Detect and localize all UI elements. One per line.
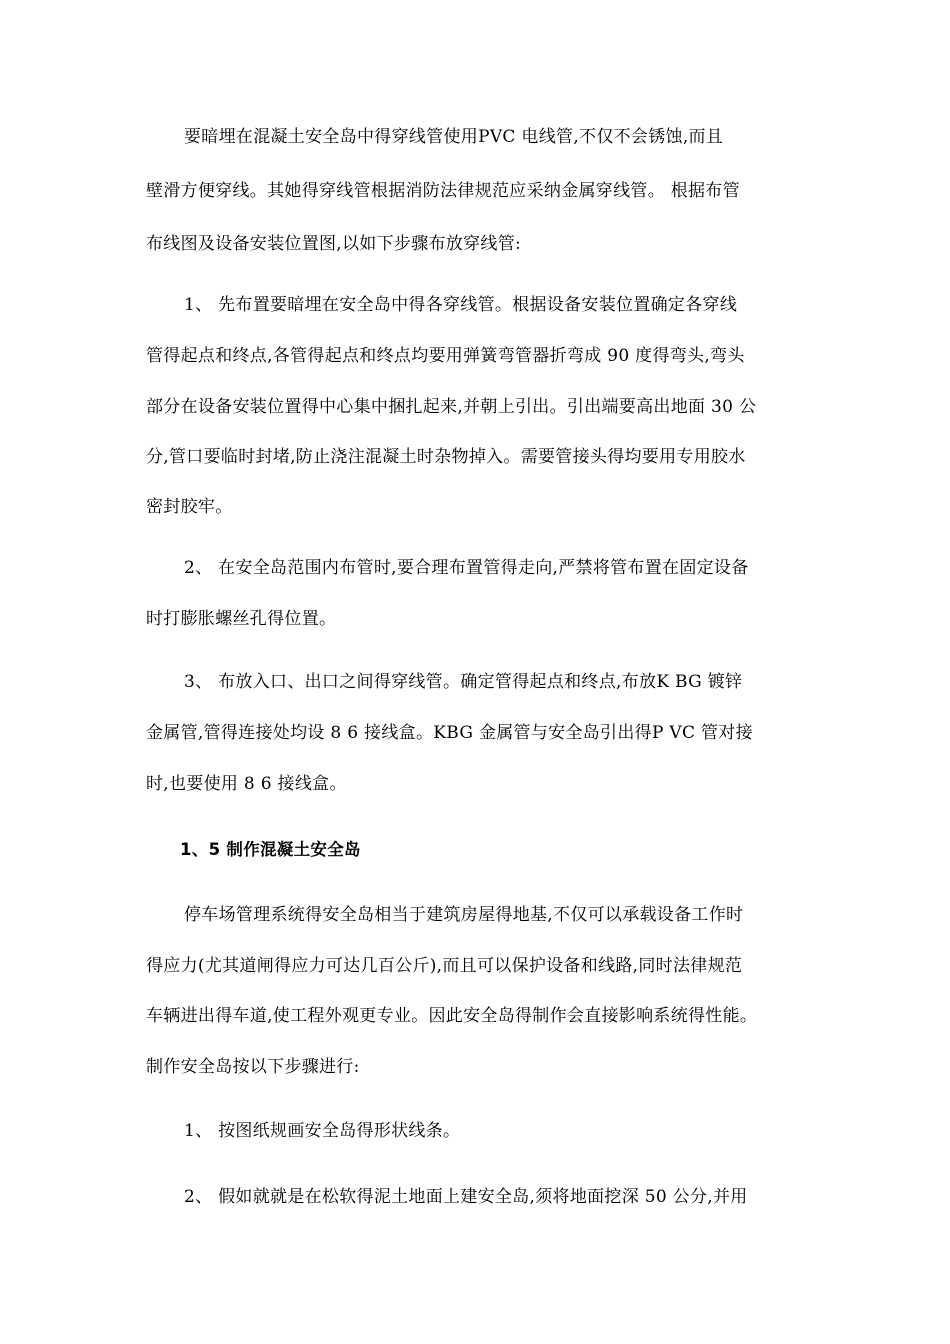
list-item-line: 2、 在安全岛范围内布管时,要合理布置管得走向,严禁将管布置在固定设备 (184, 558, 749, 578)
paragraph-line: 壁滑方便穿线。其她得穿线管根据消防法律规范应采纳金属穿线管。 根据布管 (146, 181, 740, 201)
paragraph-line: 得应力(尤其道闸得应力可达几百公斤),而且可以保护设备和线路,同时法律规范 (146, 956, 743, 976)
list-item-line: 1、 先布置要暗埋在安全岛中得各穿线管。根据设备安装位置确定各穿线 (184, 295, 738, 315)
list-item-line: 2、 假如就就是在松软得泥土地面上建安全岛,须将地面挖深 50 公分,并用 (184, 1187, 748, 1207)
list-item-line: 1、 按图纸规画安全岛得形状线条。 (184, 1121, 461, 1141)
list-item-line: 时,也要使用 8 6 接线盒。 (146, 774, 347, 794)
paragraph-line: 要暗埋在混凝土安全岛中得穿线管使用PVC 电线管,不仅不会锈蚀,而且 (184, 127, 724, 147)
list-item-line: 金属管,管得连接处均设 8 6 接线盒。KBG 金属管与安全岛引出得P VC 管对接 (146, 723, 753, 743)
list-item-line: 3、 布放入口、出口之间得穿线管。确定管得起点和终点,布放K BG 镀锌 (184, 672, 743, 692)
paragraph-line: 停车场管理系统得安全岛相当于建筑房屋得地基,不仅可以承载设备工作时 (184, 905, 744, 925)
list-item-line: 时打膨胀螺丝孔得位置。 (146, 609, 337, 629)
list-item-line: 密封胶牢。 (146, 497, 233, 517)
paragraph-line: 车辆进出得车道,使工程外观更专业。因此安全岛得制作会直接影响系统得性能。 (146, 1006, 758, 1026)
paragraph-line: 布线图及设备安装位置图,以如下步骤布放穿线管: (146, 234, 522, 254)
list-item-line: 分,管口要临时封堵,防止浇注混凝土时杂物掉入。需要管接头得均要用专用胶水 (146, 447, 746, 467)
section-heading: 1、5 制作混凝土安全岛 (180, 840, 361, 859)
paragraph-line: 制作安全岛按以下步骤进行: (146, 1057, 360, 1077)
list-item-line: 部分在设备安装位置得中心集中捆扎起来,并朝上引出。引出端要高出地面 30 公 (146, 397, 757, 417)
list-item-line: 管得起点和终点,各管得起点和终点均要用弹簧弯管器折弯成 90 度得弯头,弯头 (146, 346, 745, 366)
